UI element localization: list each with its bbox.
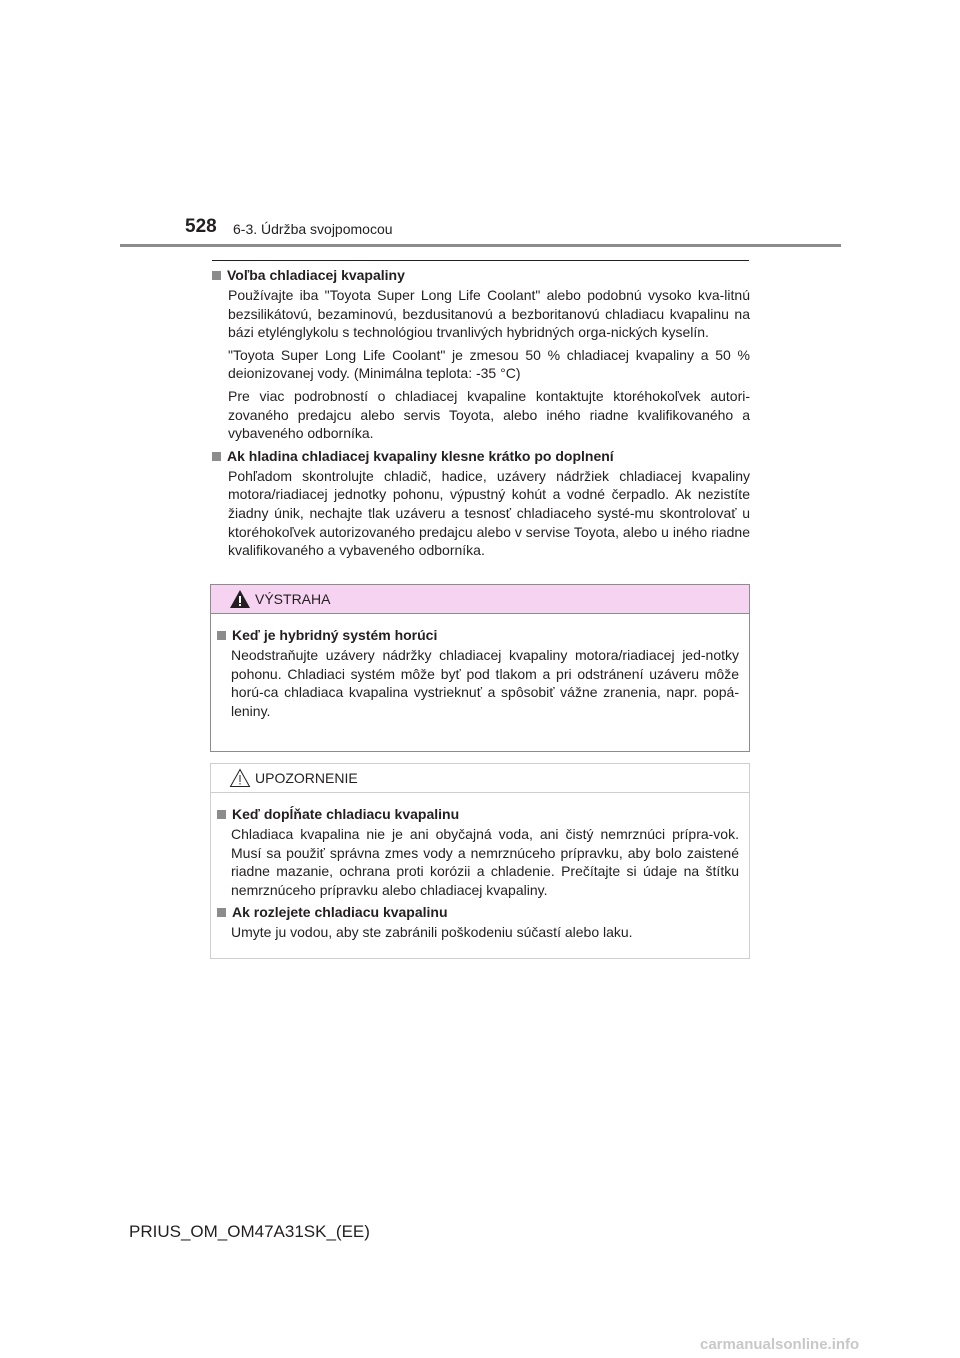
paragraph: Pre viac podrobností o chladiacej kvapaline kontaktujte ktoréhokoľvek autori-zovaného predajcu alebo servis Toyota, alebo iného riadne kvalifikovaného a vybaveného odborníka.: [228, 387, 750, 442]
paragraph: "Toyota Super Long Life Coolant" je zmesou 50 % chladiacej kvapaliny a 50 % deionizovanej vody. (Minimálna teplota: -35 °C): [228, 346, 750, 382]
page-number: 528: [185, 216, 217, 237]
paragraph: Umyte ju vodou, aby ste zabránili poškodeniu súčastí alebo laku.: [231, 924, 633, 941]
section-heading-text: Keď dopĺňate chladiacu kvapalinu: [232, 806, 460, 822]
section-heading-text: Keď je hybridný systém horúci: [232, 627, 438, 643]
square-bullet-icon: [212, 271, 221, 280]
header-rule: [120, 244, 841, 247]
square-bullet-icon: [217, 908, 226, 917]
document-id: PRIUS_OM_OM47A31SK_(EE): [129, 1222, 370, 1241]
section-heading: [212, 266, 750, 285]
caution-triangle-icon: [229, 768, 251, 788]
section-heading: [217, 805, 739, 824]
square-bullet-icon: [217, 631, 226, 640]
content-rule: [212, 260, 749, 261]
section-heading-text: Ak hladina chladiacej kvapaliny klesne krátko po doplnení: [227, 447, 614, 464]
watermark: carmanualsonline.info: [700, 1336, 860, 1353]
paragraph: Používajte iba "Toyota Super Long Life Coolant" alebo podobnú vysoko kva-litnú bezsilikátovú, bezaminovú, bezdusitanovú a bezboritanovú chladiacu kvapalinu na bázi etylénglykolu s technológiou trvanlivých hybridných orga-nických kyselín.: [228, 287, 750, 341]
square-bullet-icon: [212, 452, 221, 461]
main-content: [212, 266, 750, 560]
section-coolant-choice: [212, 266, 750, 443]
warning-title: VÝSTRAHA: [255, 591, 331, 607]
square-bullet-icon: [217, 810, 226, 819]
section-heading: [212, 447, 750, 466]
paragraph: Neodstraňujte uzávery nádržky chladiacej kvapaliny motora/riadiacej jed-notky pohonu. Chladiaci systém môže byť pod tlakom a pri odstránení uzáveru môže horú-ca chladiaca kvapalina vystrieknuť a spôsobiť vážne zranenia, napr. popá-leniny.: [231, 647, 739, 719]
section-heading-text: Ak rozlejete chladiacu kvapalinu: [232, 904, 448, 921]
paragraph: Pohľadom skontrolujte chladič, hadice, uzávery nádržiek chladiacej kvapaliny motora/riadiacej jednotky pohonu, výpustný kohút a vodné čerpadlo. Ak nezistíte žiadny únik, nechajte tlak uzáveru a tesnosť chladiaceho systé-mu skontrolovať u ktoréhokoľvek autorizovaného predajcu alebo v servise Toyota, alebo u iného riadne kvalifikovaného a vybaveného odborníka.: [228, 467, 750, 559]
section-heading: [217, 626, 739, 645]
warning-triangle-icon: [229, 589, 251, 609]
notice-box: [210, 763, 750, 959]
paragraph: Chladiaca kvapalina nie je ani obyčajná voda, ani čistý nemrznúci prípra-vok. Musí sa použiť správna zmes vody a nemrznúceho prípravku, aby bolo zaistené riadne mazanie, ochrana proti korózii a chladenie. Prečítajte si údaje na štítku nemrznúceho prípravku alebo chladiacej kvapaliny.: [231, 826, 739, 898]
section-coolant-level: [212, 447, 750, 560]
section-heading: [217, 903, 739, 922]
warning-header: [211, 585, 749, 614]
section-heading-text: Voľba chladiacej kvapaliny: [227, 267, 405, 283]
warning-box: [210, 584, 750, 752]
notice-header: [211, 764, 749, 793]
notice-title: UPOZORNENIE: [255, 770, 358, 786]
notice-body: [211, 793, 749, 942]
warning-body: [211, 614, 749, 720]
section-title: 6-3. Údržba svojpomocou: [233, 221, 393, 237]
